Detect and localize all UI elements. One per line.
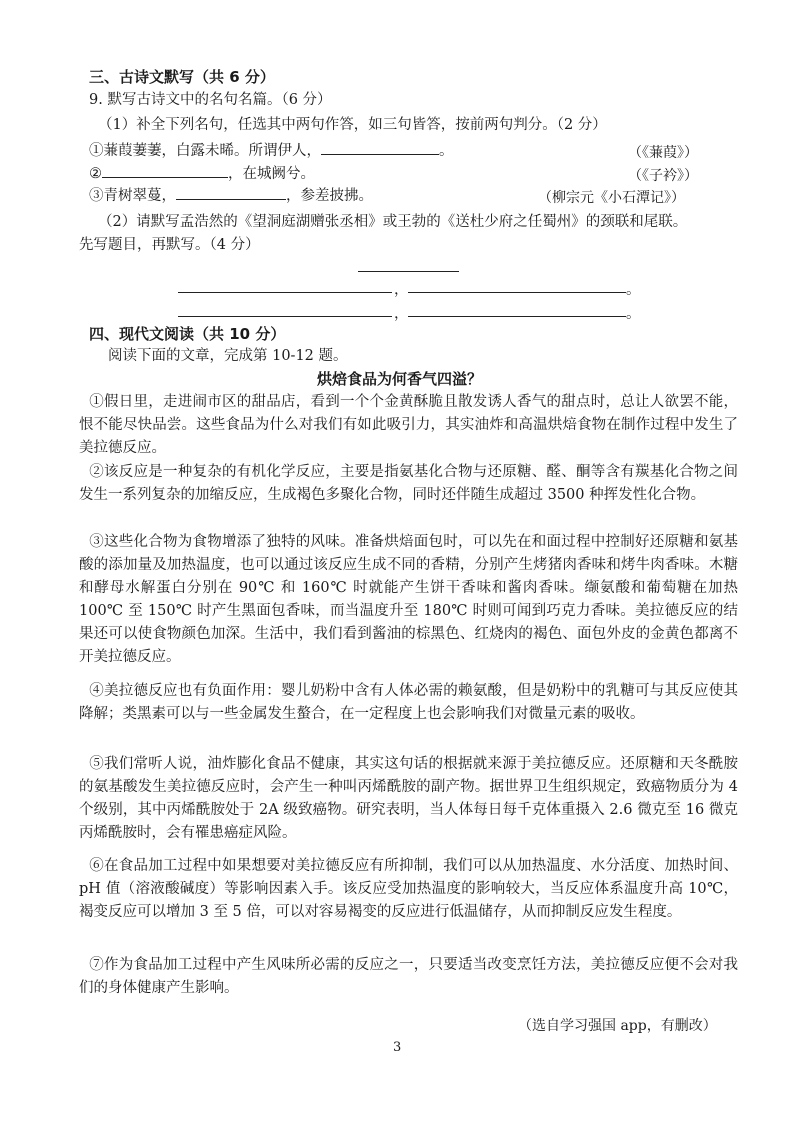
part-1-instruction: （1）补全下列名句，任选其中两句作答，如三句皆答，按前两句判分。（2 分） (98, 117, 607, 133)
fill-line-3 (89, 184, 373, 206)
source-xiaoshitan: （柳宗元《小石潭记》） (538, 190, 685, 206)
article-paragraph-6: ⑥在食品加工过程中如果想要对美拉德反应有所抑制，我们可以从加热温度、水分活度、加热时间、pH 值（溶液酸碱度）等影响因素入手。该反应受加热温度的影响较大，当反应体系温度升高 10℃，褐变反应可以增加 3 至 5 倍，可以对容易褐变的反应进行低温储存，从而抑制反应发生程度。 (79, 858, 738, 920)
poem-line-blank-1[interactable] (178, 292, 392, 293)
article-title: 烘焙食品为何香气四溢？ (317, 370, 483, 388)
poem-line-blank-4[interactable] (408, 316, 626, 317)
poem-period-2: 。 (626, 306, 641, 322)
fill-line-3-prefix: ③青树翠蔓， (89, 188, 176, 204)
section-3-heading: 三、古诗文默写（共 6 分） (89, 68, 275, 86)
poem-period-1: 。 (626, 282, 641, 298)
answer-blank-2[interactable] (102, 162, 228, 178)
poem-comma-1: ， (394, 282, 409, 298)
poem-line-blank-2[interactable] (408, 292, 626, 293)
reading-instruction: 阅读下面的文章，完成第 10-12 题。 (108, 348, 348, 364)
article-paragraph-2: ②该反应是一种复杂的有机化学反应，主要是指氨基化合物与还原糖、醛、酮等含有羰基化合物之间发生一系列复杂的加缩反应，生成褐色多聚化合物，同时还伴随生成超过 3500 种挥发性化合物。 (79, 464, 738, 503)
poem-line-blank-3[interactable] (178, 316, 392, 317)
fill-line-2-text: ，在城阙兮。 (228, 166, 315, 182)
part-2-instruction-cont: 先写题目，再默写。（4 分） (79, 237, 260, 253)
answer-blank-3[interactable] (176, 184, 286, 200)
article-source: （选自学习强国 app，有删改） (518, 1018, 717, 1034)
section-4-heading: 四、现代文阅读（共 10 分） (89, 325, 286, 343)
fill-line-3-text: ，参差披拂。 (286, 188, 373, 204)
answer-blank-1[interactable] (321, 139, 439, 155)
fill-line-2-prefix: ② (89, 166, 102, 182)
source-jianjia: （《蒹葭》） (628, 145, 698, 161)
fill-line-1-text: ①蒹葭萋萋，白露未晞。所谓伊人， (89, 143, 321, 159)
source-zijin: （《子衿》） (628, 168, 698, 184)
article-paragraph-1: ①假日里，走进闹市区的甜品店，看到一个个金黄酥脆且散发诱人香气的甜点时，总让人欲罢不能，恨不能尽快品尝。这些食品为什么对我们有如此吸引力，其实油炸和高温烘焙食物在制作过程中发生了美拉德反应。 (79, 394, 738, 456)
fill-line-2 (89, 162, 315, 184)
article-paragraph-3: ③这些化合物为食物增添了独特的风味。准备烘焙面包时，可以先在和面过程中控制好还原糖和氨基酸的添加量及加热温度，也可以通过该反应生成不同的香精，分别产生烤猪肉香味和烤牛肉香味。木糖和酵母水解蛋白分别在 90℃ 和 160℃ 时就能产生饼干香味和酱肉香味。缬氨酸和葡萄糖在加热 100℃ 至 150℃ 时产生黑面包香味，而当温度升至 180℃ 时则可闻到巧克力香味。美拉德反应的结果还可以使食物颜色加深。生活中，我们看到酱油的棕黑色、红烧肉的褐色、面包外皮的金黄色都离不开美拉德反应。 (79, 534, 738, 665)
article-paragraph-5: ⑤我们常听人说，油炸膨化食品不健康，其实这句话的根据就来源于美拉德反应。还原糖和天冬酰胺的氨基酸发生美拉德反应时，会产生一种叫丙烯酰胺的副产物。据世界卫生组织规定，致癌物质分为 4 个级别，其中丙烯酰胺处于 2A 级致癌物。研究表明，当人体每日每千克体重摄入 2.6 微克至 16 微克丙烯酰胺时，会有罹患癌症风险。 (79, 756, 738, 841)
article-paragraph-4: ④美拉德反应也有负面作用：婴儿奶粉中含有人体必需的赖氨酸，但是奶粉中的乳糖可与其反应使其降解；类黑素可以与一些金属发生螯合，在一定程度上也会影响我们对微量元素的吸收。 (79, 683, 738, 722)
fill-line-1-end: 。 (439, 143, 454, 159)
fill-line-1 (89, 139, 454, 161)
poem-title-blank[interactable] (358, 271, 459, 272)
part-2-instruction: （2）请默写孟浩然的《望洞庭湖赠张丞相》或王勃的《送杜少府之任蜀州》的颈联和尾联。 (98, 214, 688, 230)
question-9-prompt: 9. 默写古诗文中的名句名篇。（6 分） (89, 92, 332, 108)
page-number: 3 (393, 1040, 402, 1055)
poem-comma-2: ， (394, 306, 409, 322)
article-paragraph-7: ⑦作为食品加工过程中产生风味所必需的反应之一，只要适当改变烹饪方法，美拉德反应便不会对我们的身体健康产生影响。 (79, 957, 738, 996)
